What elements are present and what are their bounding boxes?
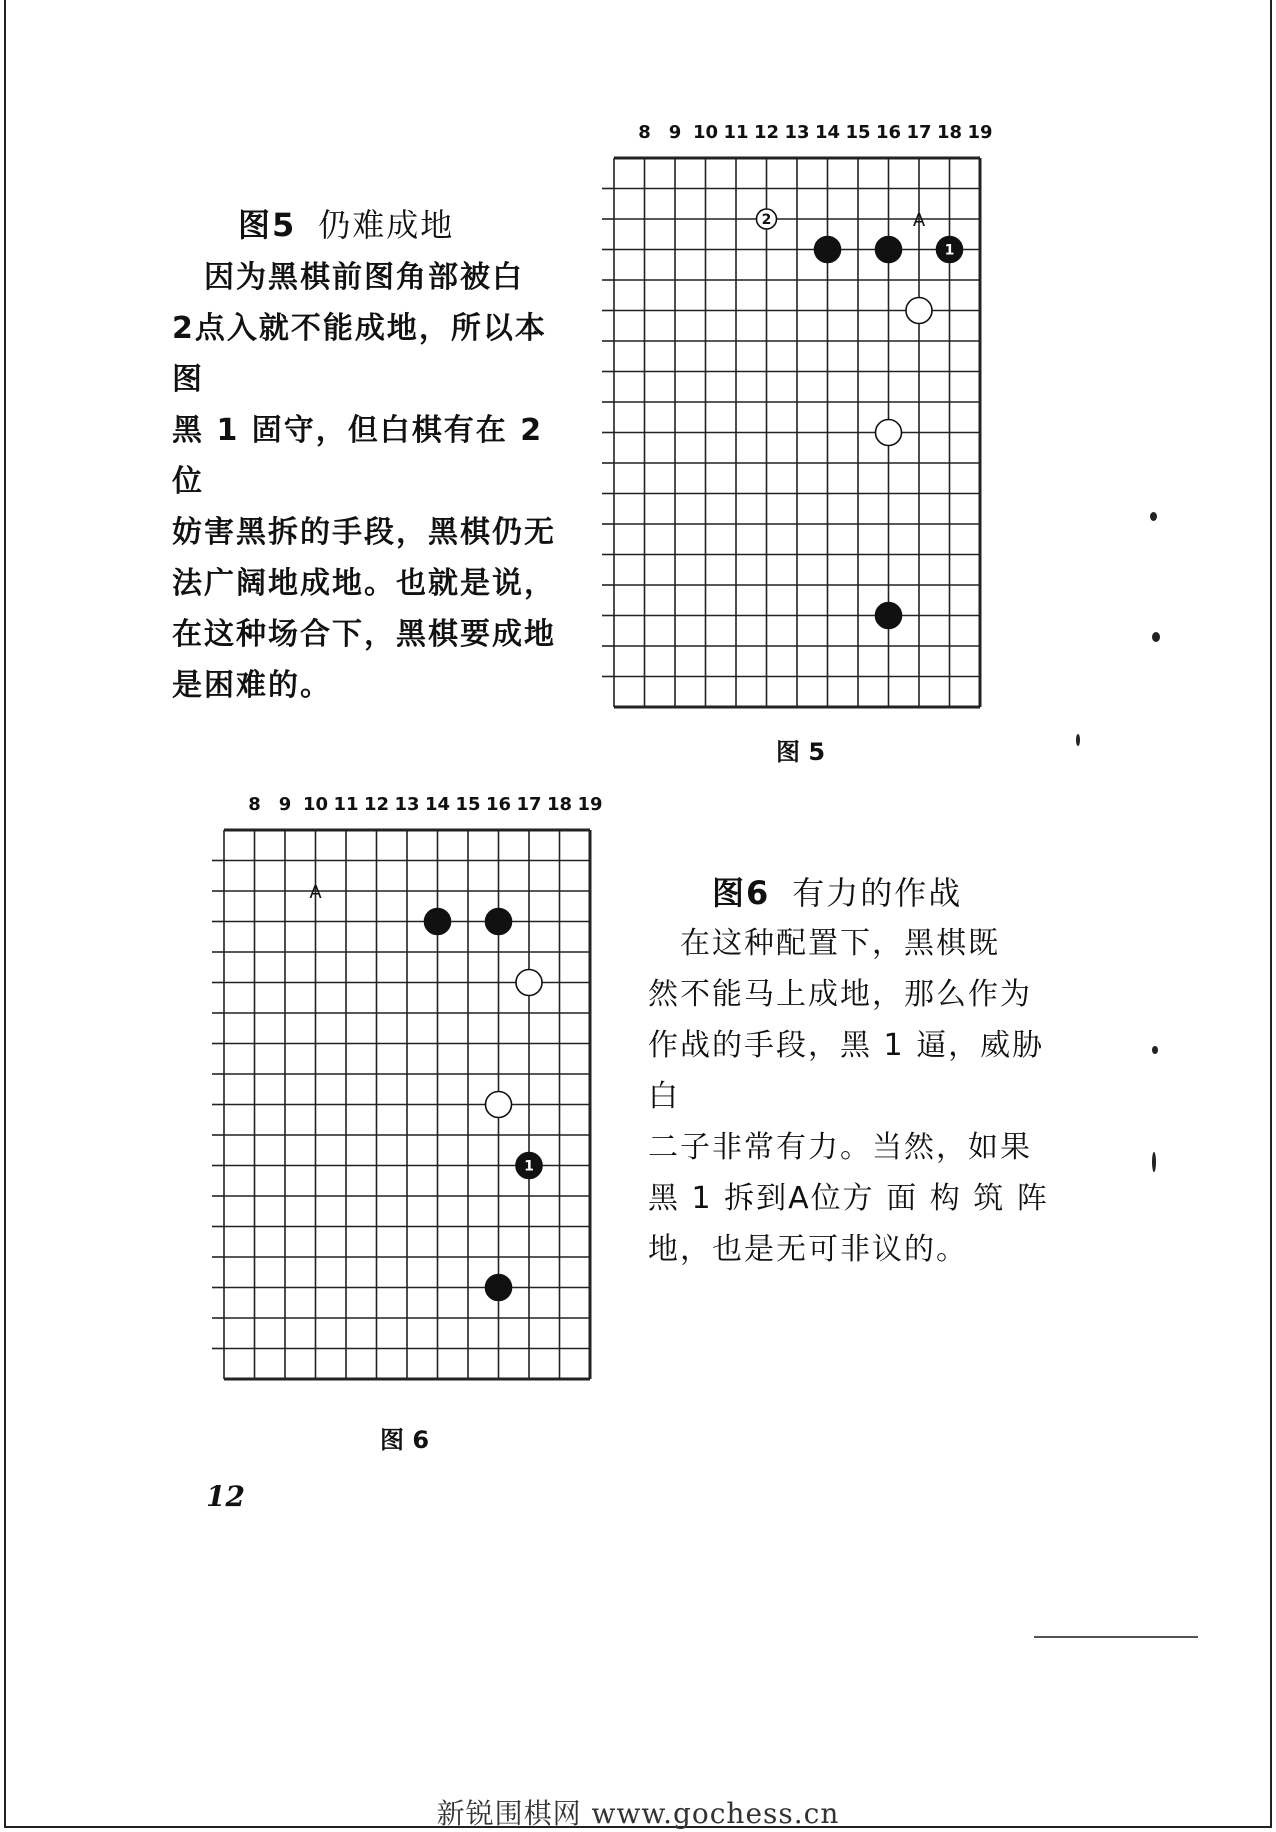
fig5-column-label: 10 [692,122,719,143]
fig6-stone-number: 1 [524,1158,534,1175]
scan-speck [1152,632,1160,642]
fig5-column-label: 14 [814,122,841,143]
fig6-heading [712,868,962,914]
fig6-column-label: 14 [424,794,451,815]
fig6-black-stone [486,909,512,935]
site-watermark: 新锐围棋网 www.gochess.cn [436,1797,840,1830]
scan-speck [1152,1152,1156,1172]
scan-speck [1076,734,1080,746]
fig5-black-stone [815,237,841,263]
fig5-body-text: 因为黑棋前图角部被白 2点入就不能成地，所以本图 黑 1 固守，但白棋有在 2 位 妨害黑拆的手段，黑棋仍无 法广阔地成地。也就是说， 在这种场合下，黑棋要成地 是困难的。 [172,260,556,703]
fig6-column-label: 8 [248,794,261,815]
fig5-column-label: 9 [668,122,682,143]
fig5-go-board [600,100,1000,720]
fig6-white-stone [516,970,542,996]
page-number: 12 [206,1480,245,1513]
fig6-column-label: 13 [394,794,420,815]
fig5-title: 仍难成地 [318,206,455,244]
fig6-grid [212,830,590,1379]
fig6-white-stone [486,1092,512,1118]
fig5-column-label: 16 [875,122,902,143]
fig6-column-label: 9 [278,794,292,815]
fig6-title: 有力的作战 [792,874,963,912]
scan-speck [1152,1046,1158,1054]
fig5-stone-number: 2 [761,212,772,228]
fig6-column-label: 18 [546,794,573,815]
fig6-point-mark-A: A [309,882,322,903]
fig6-column-label: 15 [455,794,481,815]
scan-line [1034,1636,1198,1638]
fig5-column-label: 17 [906,122,932,143]
fig5-stone-number: 1 [944,242,955,259]
fig5-black-stone [876,237,902,263]
fig6-column-label: 16 [485,794,512,815]
fig5-black-stone [876,603,902,629]
fig5-black-stone [937,237,963,263]
fig5-white-stone [876,420,902,446]
fig5-label: 图5 [238,206,297,244]
fig6-go-board [210,772,610,1392]
fig5-column-label: 13 [784,122,810,143]
fig6-black-stone [486,1275,512,1301]
fig5-board-caption: 图 5 [776,738,826,766]
fig5-column-label: 12 [753,122,780,143]
fig5-white-stone [906,298,932,324]
fig5-column-label: 15 [845,122,871,143]
fig5-white-stone [757,209,777,229]
fig5-grid [602,158,980,707]
fig6-black-stone [425,909,451,935]
fig6-column-label: 11 [333,794,359,815]
fig6-body-text: 在这种配置下，黑棋既 然不能马上成地，那么作为 作战的手段，黑 1 逼，威胁白 二子非常有力。当然，如果 黑 1 拆到A位方 面 构 筑 阵 地，也是无可非议的。 [648,926,1049,1267]
fig6-board-caption: 图 6 [380,1426,430,1454]
fig6-column-label: 19 [577,794,603,815]
fig5-column-label: 11 [723,122,749,143]
fig5-column-label: 18 [936,122,963,143]
fig6-black-stone [516,1153,542,1179]
fig5-heading [238,200,454,246]
scan-speck [1150,512,1157,521]
fig5-point-mark-A: A [912,210,926,231]
fig6-column-label: 12 [363,794,390,815]
fig6-label: 图6 [712,874,771,912]
fig6-column-label: 10 [302,794,329,815]
fig6-column-label: 17 [516,794,542,815]
fig5-column-label: 8 [638,122,651,143]
fig5-column-label: 19 [967,122,993,143]
